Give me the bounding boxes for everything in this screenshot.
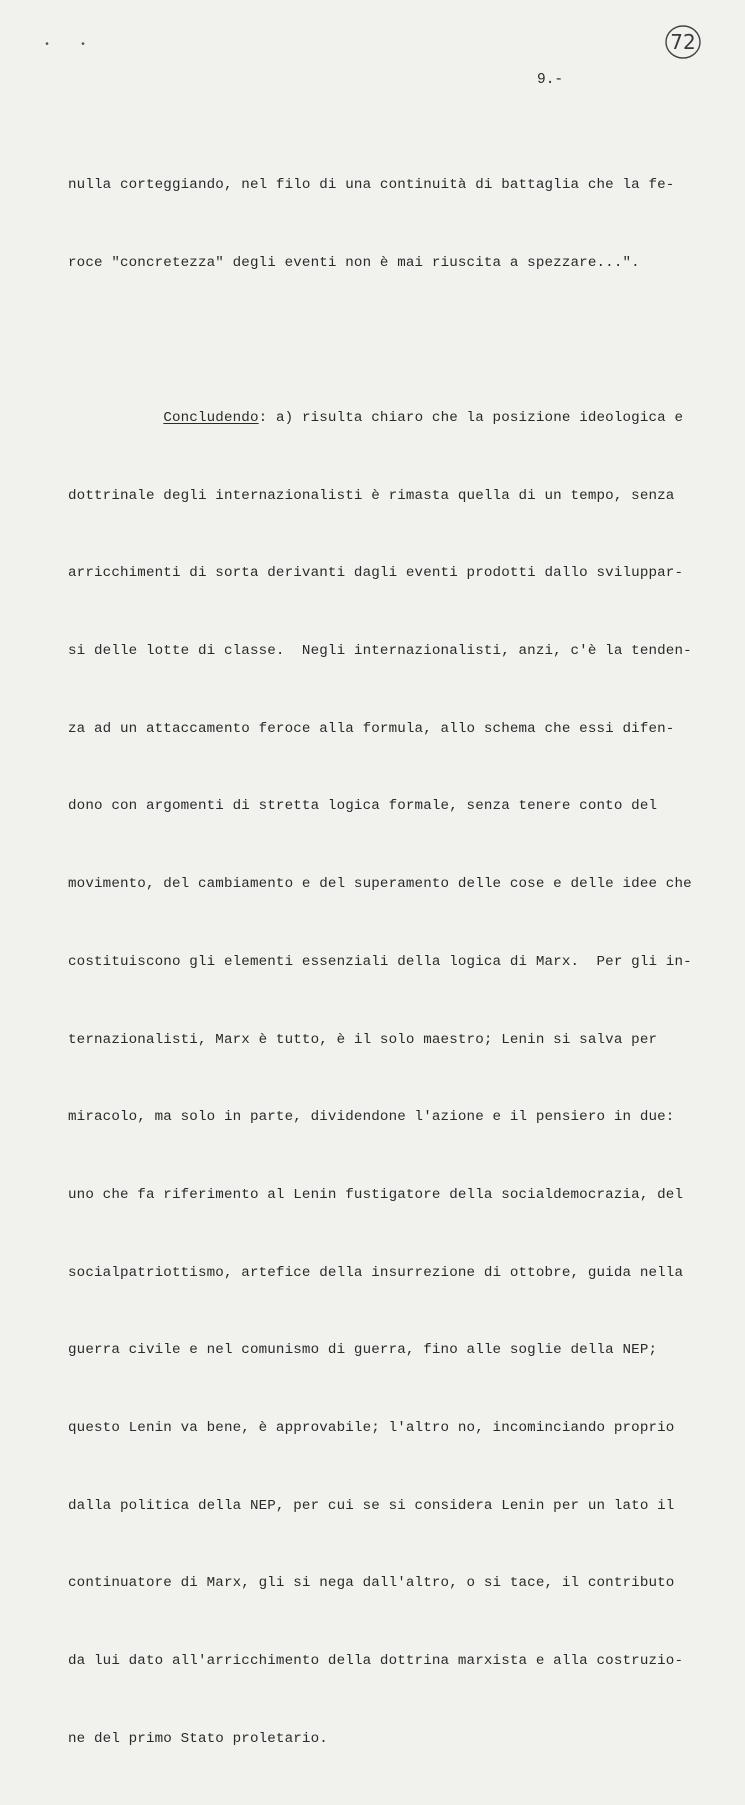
- folio-stamp: [663, 22, 703, 62]
- text-line: movimento, del cambiamento e del superamento delle cose e delle idee che: [68, 876, 692, 893]
- text-line: guerra civile e nel comunismo di guerra, fino alle soglie della NEP;: [68, 1342, 658, 1359]
- text-line: socialpatriottismo, artefice della insurrezione di ottobre, guida nella: [68, 1264, 684, 1281]
- text-line: dono con argomenti di stretta logica formale, senza tenere conto del: [68, 798, 658, 815]
- text-line: ternazionalisti, Marx è tutto, è il solo maestro; Lenin si salva per: [68, 1031, 658, 1048]
- text-line: roce "concretezza" degli eventi non è mai riuscita a spezzare...".: [68, 254, 640, 271]
- paragraph-gap: [68, 328, 708, 354]
- opening-line-rest: : a) risulta chiaro che la posizione ideologica e: [258, 409, 684, 426]
- margin-specks: • •: [44, 40, 99, 51]
- text-line: si delle lotte di classe. Negli internazionalisti, anzi, c'è la tenden-: [68, 643, 692, 660]
- text-line: nulla corteggiando, nel filo di una continuità di battaglia che la fe-: [68, 176, 675, 193]
- text-line: uno che fa riferimento al Lenin fustigatore della socialdemocrazia, del: [68, 1186, 684, 1203]
- text-line: miracolo, ma solo in parte, dividendone l'azione e il pensiero in due:: [68, 1109, 675, 1126]
- text-line: dottrinale degli internazionalisti è rimasta quella di un tempo, senza: [68, 487, 675, 504]
- paragraph-indent: [68, 410, 163, 426]
- text-line: ne del primo Stato proletario.: [68, 1730, 328, 1747]
- text-line: da lui dato all'arricchimento della dottrina marxista e alla costruzio-: [68, 1653, 684, 1670]
- page-number: 9.-: [537, 72, 564, 88]
- text-line: costituiscono gli elementi essenziali della logica di Marx. Per gli in-: [68, 953, 692, 970]
- text-line: continuatore di Marx, gli si nega dall'altro, o si tace, il contributo: [68, 1575, 675, 1592]
- folio-number: 72: [670, 30, 696, 54]
- paragraph-opening-line: [68, 406, 708, 432]
- text-line: za ad un attaccamento feroce alla formula, allo schema che essi difen-: [68, 720, 675, 737]
- text-line: questo Lenin va bene, è approvabile; l'altro no, incominciando proprio: [68, 1420, 675, 1437]
- underlined-heading-word: Concludendo: [163, 409, 259, 426]
- text-line: dalla politica della NEP, per cui se si considera Lenin per un lato il: [68, 1497, 675, 1514]
- body-text: [68, 121, 708, 1805]
- text-line: arricchimenti di sorta derivanti dagli eventi prodotti dallo sviluppar-: [68, 565, 684, 582]
